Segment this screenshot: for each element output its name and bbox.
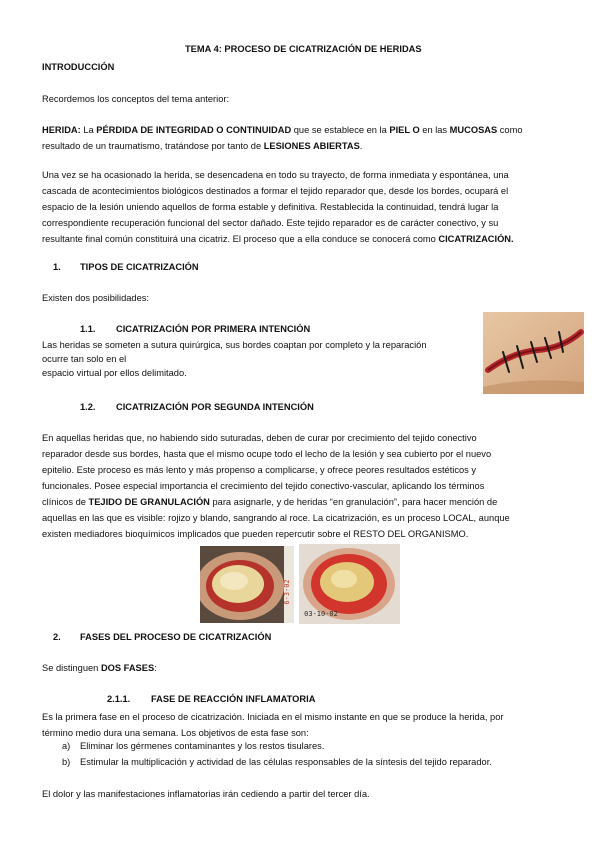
subsection-1-2-title: CICATRIZACIÓN POR SEGUNDA INTENCIÓN bbox=[116, 402, 314, 412]
subsection-2-1-1-text: Es la primera fase en el proceso de cicatrización. Iniciada en el mismo instante en que se produce la herida, por término medio dura una semana. Los objetivos de esta fase son: bbox=[42, 712, 504, 738]
subsection-1-2-number: 1.2. bbox=[80, 402, 96, 412]
herida-definition: HERIDA: La PÉRDIDA DE INTEGRIDAD O CONTINUIDAD que se establece en la PIEL O en las MUCOSAS como resultado de un traumatismo, tratándose por tanto de LESIONES ABIERTAS. bbox=[42, 125, 523, 151]
intro-paragraph: Una vez se ha ocasionado la herida, se desencadena en todo su trayecto, de forma inmediata y espontánea, una cascada de acontecimientos biológicos destinados a formar el tejido reparador que, desde los bordes, ocupará el espacio de la lesión uniendo aquellos de forma estable y definitiva. Restablecida la continuidad, tendrá lugar la correspondiente recuperación funcional del sector dañado. Este tejido reparador es de carácter conectivo, y su resultante final común constituirá una cicatriz. El proceso que a ella conduce se conocerá como CICATRIZACIÓN. bbox=[42, 170, 514, 244]
granulation-wound-photo-left bbox=[200, 546, 294, 623]
subsection-1-2-text: En aquellas heridas que, no habiendo sido suturadas, deben de curar por crecimiento del tejido conectivo reparador desde sus bordes, hasta que el mismo ocupe todo el lecho de la lesión y sea cubierto por el nuevo epitelio. Este proceso es más lento y más propenso a complicarse, y ofrece peores resultados estéticos y funcionales. Posee especial importancia el crecimiento del tejido conectivo-vascular, aplicando los términos clínicos de TEJIDO DE GRANULACIÓN para asignarle, y de heridas “en granulación”, para hacer mención de aquellas en las que es visible: rojizo y blando, sangrando al roce. La cicatrización, es un proceso LOCAL, aunque existen mediadores bioquímicos implicados que pueden repercutir sobre el RESTO DEL ORGANISMO. bbox=[42, 433, 510, 539]
closing-text: El dolor y las manifestaciones inflamatorias irán cediendo a partir del tercer día. bbox=[42, 789, 370, 799]
photo-date-left: 6-3-02 bbox=[283, 579, 291, 605]
subsection-1-1-title: CICATRIZACIÓN POR PRIMERA INTENCIÓN bbox=[116, 324, 311, 334]
section-1-title: TIPOS DE CICATRIZACIÓN bbox=[80, 262, 199, 272]
granulation-wound-image-right bbox=[299, 544, 400, 624]
recall-text: Recordemos los conceptos del tema anterior: bbox=[42, 94, 230, 104]
sutured-wound-image bbox=[483, 312, 584, 394]
subsection-2-1-1-number: 2.1.1. bbox=[107, 694, 131, 704]
photo-date-right: 03-10-02 bbox=[304, 610, 338, 618]
posibilidades-text: Existen dos posibilidades: bbox=[42, 293, 149, 303]
objective-marker-a: a) bbox=[62, 741, 71, 751]
intro-heading: INTRODUCCIÓN bbox=[42, 62, 115, 72]
granulation-wound-image-left bbox=[200, 546, 294, 623]
sutured-wound-photo bbox=[483, 312, 584, 394]
objective-marker-b: b) bbox=[62, 757, 71, 767]
section-1-number: 1. bbox=[53, 262, 61, 272]
subsection-2-1-1-title: FASE DE REACCIÓN INFLAMATORIA bbox=[151, 694, 316, 704]
subsection-1-1-text: Las heridas se someten a sutura quirúrgica, sus bordes coaptan por completo y la reparación ocurre tan solo en el espacio virtual por ellos delimitado. bbox=[42, 340, 427, 378]
objective-item-a: Eliminar los gérmenes contaminantes y los restos tisulares. bbox=[80, 741, 325, 751]
section-2-title: FASES DEL PROCESO DE CICATRIZACIÓN bbox=[80, 632, 272, 642]
fases-text: Se distinguen DOS FASES: bbox=[42, 663, 157, 673]
objective-item-b: Estimular la multiplicación y actividad de las células responsables de la síntesis del tejido reparador. bbox=[80, 757, 492, 767]
granulation-wound-photo-right bbox=[299, 544, 400, 624]
subsection-1-1-number: 1.1. bbox=[80, 324, 96, 334]
section-2-number: 2. bbox=[53, 632, 61, 642]
page-title: TEMA 4: PROCESO DE CICATRIZACIÓN DE HERIDAS bbox=[185, 44, 422, 54]
